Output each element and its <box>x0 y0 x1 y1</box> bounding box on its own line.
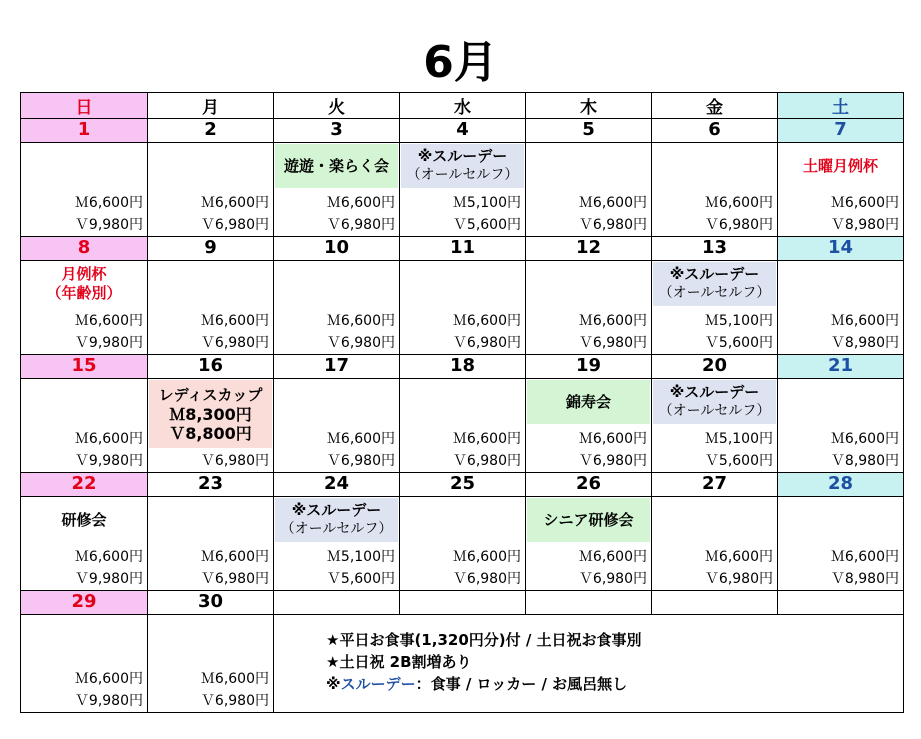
note-mark: ※ <box>326 675 341 693</box>
visitor-price: Ｖ5,600円 <box>452 217 521 233</box>
event-name: 研修会 <box>61 510 107 529</box>
event-label <box>149 380 272 448</box>
visitor-price: Ｖ6,980円 <box>704 571 773 587</box>
event-subtitle: （オールセルフ） <box>658 403 771 419</box>
day-cell[interactable] <box>274 261 400 355</box>
visitor-price: Ｖ6,980円 <box>452 571 521 587</box>
date-number[interactable]: 2 <box>148 119 274 143</box>
event-name: ※スルーデー <box>669 383 760 401</box>
event-name: 遊遊・楽らく会 <box>283 156 389 175</box>
member-price: Ｍ6,600円 <box>452 549 521 565</box>
date-number[interactable]: 25 <box>400 473 526 497</box>
event-label <box>275 144 398 188</box>
date-number[interactable]: 1 <box>21 119 148 143</box>
date-number[interactable]: 28 <box>778 473 904 497</box>
date-number[interactable] <box>652 591 778 615</box>
weekday-header: 日 <box>21 93 148 119</box>
visitor-price: Ｖ6,980円 <box>704 217 773 233</box>
member-price: Ｍ6,600円 <box>74 431 143 447</box>
visitor-price: Ｖ6,980円 <box>452 335 521 351</box>
member-price: Ｍ6,600円 <box>704 195 773 211</box>
member-price: Ｍ5,100円 <box>326 549 395 565</box>
weekday-header: 月 <box>148 93 274 119</box>
weekday-header: 金 <box>652 93 778 119</box>
date-number[interactable]: 3 <box>274 119 400 143</box>
member-price: Ｍ6,600円 <box>578 313 647 329</box>
event-name: ※スルーデー <box>417 147 508 165</box>
visitor-price: Ｖ6,980円 <box>200 693 269 709</box>
date-number[interactable]: 20 <box>652 355 778 379</box>
date-number[interactable]: 5 <box>526 119 652 143</box>
event-price-v: Ｖ8,800円 <box>169 423 252 443</box>
date-number[interactable]: 15 <box>21 355 148 379</box>
notes-cell <box>274 615 904 713</box>
member-price: Ｍ6,600円 <box>74 313 143 329</box>
visitor-price: Ｖ6,980円 <box>578 571 647 587</box>
date-number[interactable]: 8 <box>21 237 148 261</box>
day-cell[interactable] <box>274 143 400 237</box>
member-price: Ｍ6,600円 <box>452 431 521 447</box>
visitor-price: Ｖ8,980円 <box>830 217 899 233</box>
date-number[interactable]: 16 <box>148 355 274 379</box>
event-label <box>22 262 146 306</box>
day-cell[interactable] <box>21 143 148 237</box>
member-price: Ｍ6,600円 <box>200 313 269 329</box>
day-cell[interactable] <box>21 497 148 591</box>
event-label <box>653 380 776 424</box>
day-cell[interactable] <box>652 379 778 473</box>
member-price: Ｍ6,600円 <box>74 195 143 211</box>
member-price: Ｍ6,600円 <box>830 431 899 447</box>
date-number[interactable]: 14 <box>778 237 904 261</box>
member-price: Ｍ6,600円 <box>830 313 899 329</box>
date-number[interactable] <box>400 591 526 615</box>
day-cell[interactable] <box>148 497 274 591</box>
member-price: Ｍ5,100円 <box>704 431 773 447</box>
member-price: Ｍ6,600円 <box>326 195 395 211</box>
weekday-header: 土 <box>778 93 904 119</box>
day-cell[interactable] <box>274 497 400 591</box>
event-name: ※スルーデー <box>669 265 760 283</box>
member-price: Ｍ5,100円 <box>452 195 521 211</box>
day-cell[interactable] <box>148 143 274 237</box>
day-cell[interactable] <box>652 261 778 355</box>
date-number[interactable]: 4 <box>400 119 526 143</box>
event-label <box>401 144 524 188</box>
date-number[interactable] <box>274 591 400 615</box>
date-number[interactable]: 24 <box>274 473 400 497</box>
member-price: Ｍ6,600円 <box>200 195 269 211</box>
note-surcharge: ★土日祝 2B割増あり <box>326 653 472 671</box>
day-cell[interactable] <box>652 143 778 237</box>
visitor-price: Ｖ6,980円 <box>200 453 269 469</box>
day-cell[interactable] <box>148 379 274 473</box>
visitor-price: Ｖ6,980円 <box>200 335 269 351</box>
event-label <box>275 498 398 542</box>
event-price-m: Ｍ8,300円 <box>169 404 252 424</box>
date-number[interactable]: 10 <box>274 237 400 261</box>
member-price: Ｍ6,600円 <box>74 549 143 565</box>
visitor-price: Ｖ5,600円 <box>704 335 773 351</box>
member-price: Ｍ6,600円 <box>704 549 773 565</box>
month-title: 6月 <box>423 37 498 88</box>
day-cell[interactable] <box>652 497 778 591</box>
date-number[interactable] <box>778 591 904 615</box>
event-label <box>22 498 146 542</box>
day-cell[interactable] <box>400 143 526 237</box>
note-meal: ★平日お食事(1,320円分)付 / 土日祝お食事別 <box>326 631 642 649</box>
member-price: Ｍ6,600円 <box>830 549 899 565</box>
day-cell[interactable] <box>526 143 652 237</box>
date-number[interactable]: 26 <box>526 473 652 497</box>
date-number[interactable]: 23 <box>148 473 274 497</box>
day-cell[interactable] <box>21 615 148 713</box>
event-name: 月例杯 <box>61 265 107 283</box>
date-number[interactable]: 19 <box>526 355 652 379</box>
day-cell[interactable] <box>400 497 526 591</box>
date-number[interactable]: 30 <box>148 591 274 615</box>
visitor-price: Ｖ9,980円 <box>74 335 143 351</box>
day-cell[interactable] <box>21 261 148 355</box>
member-price: Ｍ6,600円 <box>452 313 521 329</box>
visitor-price: Ｖ8,980円 <box>830 453 899 469</box>
day-cell[interactable] <box>526 497 652 591</box>
member-price: Ｍ6,600円 <box>200 549 269 565</box>
date-number[interactable]: 21 <box>778 355 904 379</box>
event-name: 土曜月例杯 <box>802 156 878 175</box>
visitor-price: Ｖ6,980円 <box>578 335 647 351</box>
member-price: Ｍ6,600円 <box>830 195 899 211</box>
event-subtitle: （オールセルフ） <box>658 285 771 301</box>
member-price: Ｍ6,600円 <box>578 549 647 565</box>
member-price: Ｍ6,600円 <box>578 195 647 211</box>
weekday-header: 火 <box>274 93 400 119</box>
date-number[interactable]: 6 <box>652 119 778 143</box>
event-label <box>527 498 650 542</box>
visitor-price: Ｖ5,600円 <box>326 571 395 587</box>
visitor-price: Ｖ6,980円 <box>326 217 395 233</box>
day-cell[interactable] <box>21 379 148 473</box>
visitor-price: Ｖ6,980円 <box>452 453 521 469</box>
event-subtitle: （オールセルフ） <box>406 167 519 183</box>
date-number[interactable]: 12 <box>526 237 652 261</box>
date-number[interactable]: 18 <box>400 355 526 379</box>
day-cell[interactable] <box>148 615 274 713</box>
day-cell[interactable] <box>778 497 904 591</box>
visitor-price: Ｖ6,980円 <box>200 571 269 587</box>
event-label <box>527 380 650 424</box>
date-number[interactable]: 11 <box>400 237 526 261</box>
event-name: 錦寿会 <box>565 392 611 411</box>
member-price: Ｍ6,600円 <box>200 671 269 687</box>
day-cell[interactable] <box>148 261 274 355</box>
visitor-price: Ｖ9,980円 <box>74 453 143 469</box>
day-cell[interactable] <box>274 379 400 473</box>
event-subtitle: （オールセルフ） <box>280 521 393 537</box>
date-number[interactable]: 29 <box>21 591 148 615</box>
day-cell[interactable] <box>778 261 904 355</box>
date-number[interactable]: 13 <box>652 237 778 261</box>
date-number[interactable]: 9 <box>148 237 274 261</box>
calendar-grid <box>20 92 904 713</box>
member-price: Ｍ6,600円 <box>74 671 143 687</box>
visitor-price: Ｖ9,980円 <box>74 217 143 233</box>
visitor-price: Ｖ9,980円 <box>74 693 143 709</box>
date-number[interactable]: 27 <box>652 473 778 497</box>
note-throughday-label: スルーデー <box>340 675 416 693</box>
event-name: ※スルーデー <box>291 501 382 519</box>
visitor-price: Ｖ6,980円 <box>326 335 395 351</box>
weekday-header: 水 <box>400 93 526 119</box>
date-number[interactable]: 22 <box>21 473 148 497</box>
note-throughday-text: ：食事 / ロッカー / お風呂無し <box>415 675 628 693</box>
member-price: Ｍ6,600円 <box>326 313 395 329</box>
day-cell[interactable] <box>400 379 526 473</box>
weekday-header: 木 <box>526 93 652 119</box>
visitor-price: Ｖ9,980円 <box>74 571 143 587</box>
event-name: レディスカップ <box>158 385 263 404</box>
date-number[interactable]: 7 <box>778 119 904 143</box>
day-cell[interactable] <box>526 379 652 473</box>
visitor-price: Ｖ8,980円 <box>830 335 899 351</box>
event-label <box>779 144 902 188</box>
member-price: Ｍ6,600円 <box>578 431 647 447</box>
visitor-price: Ｖ6,980円 <box>578 453 647 469</box>
visitor-price: Ｖ6,980円 <box>200 217 269 233</box>
day-cell[interactable] <box>778 379 904 473</box>
event-subtitle: （年齢別） <box>46 284 122 302</box>
note-throughday <box>326 673 642 695</box>
member-price: Ｍ5,100円 <box>704 313 773 329</box>
day-cell[interactable] <box>778 143 904 237</box>
visitor-price: Ｖ8,980円 <box>830 571 899 587</box>
member-price: Ｍ6,600円 <box>326 431 395 447</box>
day-cell[interactable] <box>400 261 526 355</box>
day-cell[interactable] <box>526 261 652 355</box>
visitor-price: Ｖ5,600円 <box>704 453 773 469</box>
event-name: シニア研修会 <box>543 510 634 529</box>
notes <box>326 629 642 695</box>
event-label <box>653 262 776 306</box>
visitor-price: Ｖ6,980円 <box>578 217 647 233</box>
date-number[interactable] <box>526 591 652 615</box>
date-number[interactable]: 17 <box>274 355 400 379</box>
visitor-price: Ｖ6,980円 <box>326 453 395 469</box>
